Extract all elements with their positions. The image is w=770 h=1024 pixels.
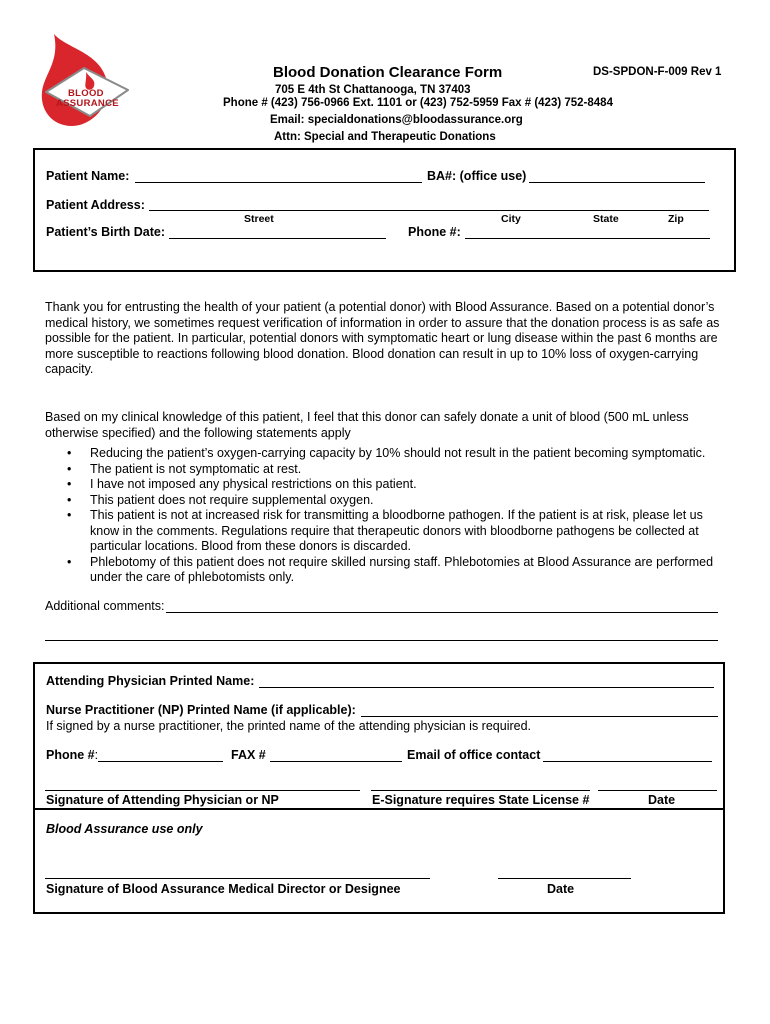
statement-bullet-list [45,446,735,586]
logo-text-line2: ASSURANCE [56,98,119,109]
medical-director-signature-label: Signature of Blood Assurance Medical Director or Designee [46,882,401,896]
np-name-field[interactable] [361,716,718,717]
list-item: • Phlebotomy of this patient does not require skilled nursing staff. Phlebotomies at Blood Assurance are performed under the care of phlebotomists only. [45,555,735,586]
patient-phone-field[interactable] [465,238,710,239]
logo-text-line1: BLOOD [68,88,104,99]
physician-signature-label: Signature of Attending Physician or NP [46,793,279,807]
patient-birth-date-label: Patient’s Birth Date: [46,225,166,239]
attending-physician-name-field[interactable] [259,687,714,688]
list-item: • Reducing the patient’s oxygen-carrying capacity by 10% should not result in the patient becoming symptomatic. [45,446,735,462]
patient-birth-date-field[interactable] [169,238,386,239]
patient-name-field[interactable] [135,182,422,183]
patient-address-label: Patient Address: [46,198,145,212]
header-address: 705 E 4th St Chattanooga, TN 37403 [275,84,471,96]
physician-date-label: Date [648,793,676,807]
form-title: Blood Donation Clearance Form [273,64,503,81]
physician-phone-label: Phone #: [46,748,99,762]
intro-paragraph: Thank you for entrusting the health of your patient (a potential donor) with Blood Assurance. Based on a potential donor’s medical history, we sometimes request verification of information in order to assure that the donation process is as safe as possible for the patient. In particular, potential donors with symptomatic heart or lung disease within the past 6 months are more susceptible to reactions following blood donation. Blood donation can result in up to 10% loss of oxygen-carrying capacity. [45,300,720,376]
medical-director-date-label: Date [547,882,575,896]
form-id: DS-SPDON-F-009 Rev 1 [593,66,722,78]
additional-comments-field[interactable] [166,612,718,613]
list-item: • This patient is not at increased risk for transmitting a bloodborne pathogen. If the patient is at risk, please let us know in the comments. Regulations require that therapeutic donors with bloodborne pathogens be collected at particular locations. Blood from these donors is discarded. [45,508,735,555]
box-divider [33,808,725,810]
patient-address-field[interactable] [149,210,709,211]
ba-number-label: BA#: (office use) [427,169,527,183]
attending-physician-name-label: Attending Physician Printed Name: [46,674,255,688]
header-phone-line: Phone # (423) 756-0966 Ext. 1101 or (423) 752-5959 Fax # (423) 752-8484 [223,97,613,109]
ba-use-only-title: Blood Assurance use only [46,822,203,836]
patient-phone-label: Phone #: [408,225,461,239]
blood-drop-logo-icon [36,30,132,130]
physician-phone-field[interactable] [98,761,223,762]
address-zip-caption: Zip [668,213,684,225]
medical-director-signature-field[interactable] [45,878,430,879]
state-license-field[interactable] [371,790,590,791]
additional-comments-label: Additional comments: [45,599,165,613]
physician-info-box [33,662,725,914]
list-item: • This patient does not require supplemental oxygen. [45,493,735,509]
physician-fax-field[interactable] [270,761,402,762]
office-email-label: Email of office contact [407,748,541,762]
physician-signature-field[interactable] [45,790,360,791]
address-street-caption: Street [244,213,274,225]
clinical-statement: Based on my clinical knowledge of this patient, I feel that this donor can safely donate a unit of blood (500 mL unless otherwise specified) and the following statements apply [45,410,689,440]
office-email-field[interactable] [543,761,712,762]
physician-fax-label: FAX # [231,748,266,762]
physician-signature-date-field[interactable] [598,790,717,791]
np-note: If signed by a nurse practitioner, the printed name of the attending physician is required. [46,719,532,733]
medical-director-date-field[interactable] [498,878,631,879]
header-attn: Attn: Special and Therapeutic Donations [274,131,496,143]
esignature-license-label: E-Signature requires State License # [372,793,590,807]
additional-comments-field-line2[interactable] [45,640,718,641]
header-email-line: Email: specialdonations@bloodassurance.org [270,114,523,126]
list-item: • I have not imposed any physical restrictions on this patient. [45,477,735,493]
np-name-label: Nurse Practitioner (NP) Printed Name (if applicable): [46,703,356,717]
address-city-caption: City [501,213,521,225]
patient-name-label: Patient Name: [46,169,130,183]
address-state-caption: State [593,213,619,225]
list-item: • The patient is not symptomatic at rest. [45,462,735,478]
ba-number-field[interactable] [529,182,705,183]
blood-assurance-logo [36,30,132,130]
